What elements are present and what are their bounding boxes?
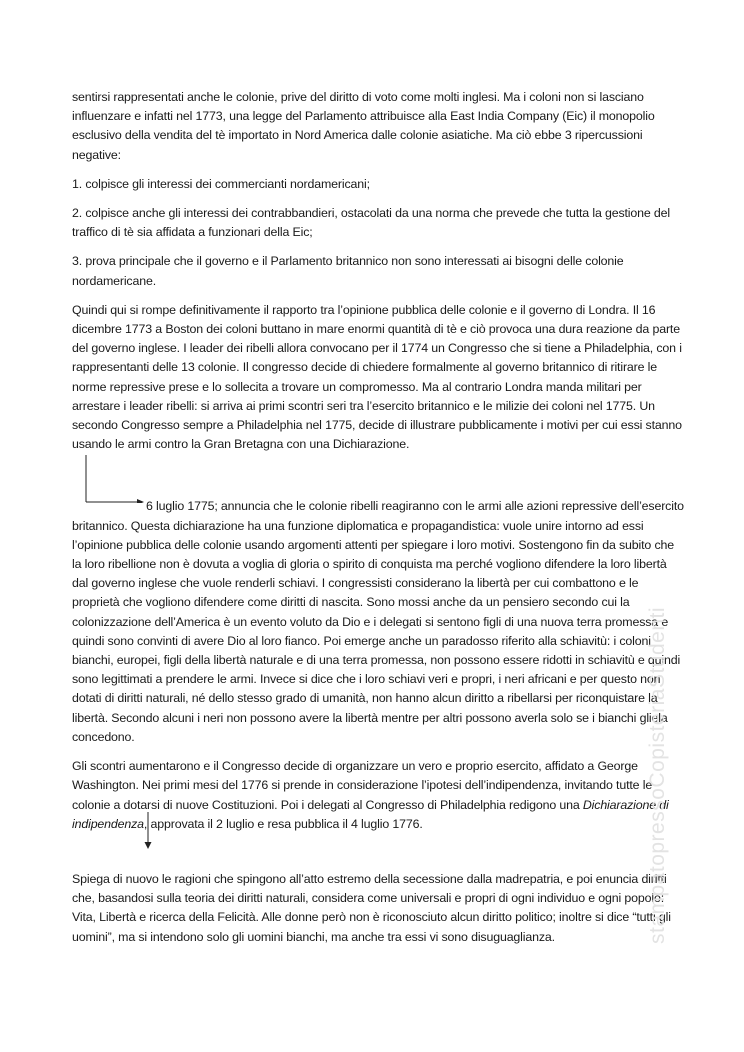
document-page <box>72 88 684 957</box>
elbow-arrow-icon <box>85 455 145 503</box>
independence-text-after: , approvata il 2 luglio e resa pubblica il 4 luglio 1776. <box>143 816 423 831</box>
paragraph-boston: Quindi qui si rompe definitivamente il rapporto tra l’opinione pubblica delle colonie e il governo di Londra. Il 16 dicembre 1773 a Boston dei coloni buttano in mare enormi quantità di tè e ciò provoca una dura reazione da parte del governo inglese. I leader dei ribelli allora convocano per il 1774 un Congresso che si tiene a Philadelphia, con i rappresentanti delle 13 colonie. Il congresso decide di chiedere formalmente al governo britannico di ritirare le norme repressive prese e lo sollecita a trovare un compromesso. Ma al contrario Londra manda militari per arrestare i leader ribelli: si arriva ai primi scontri seri tra l’esercito britannico e le milizie dei coloni nel 1775. Un secondo Congresso sempre a Philadelphia nel 1775, decide di illustrare pubblicamente i motivi per cui essi stanno usando le armi contro la Gran Bretagna con una Dichiarazione. <box>72 302 682 452</box>
down-arrow-icon <box>142 812 154 850</box>
list-item-1: 1. colpisce gli interessi dei commercianti nordamericani; <box>72 176 370 191</box>
paragraph-intro: sentirsi rappresentati anche le colonie, prive del diritto di voto come molti inglesi. Ma i coloni non si lasciano influenzare e infatti nel 1773, una legge del Parlamento attribuisce alla East India Company (Eic) il monopolio esclusivo della vendita del tè importato in Nord America dalle colonie asiatiche. Ma ciò ebbe 3 ripercussioni negative: <box>72 90 655 162</box>
paragraph-rights: Spiega di nuovo le ragioni che spingono all’atto estremo della secessione dalla madrepatria, e poi enuncia diritti che, basandosi sulla teoria dei diritti naturali, considera come universali e propri di ogni individuo e ogni popolo: Vita, Libertà e ricerca della Felicità. Alle donne però non è riconosciuto alcun diritto politico; inoltre si dice “tutti gli uomini”, ma si intendono solo gli uomini bianchi, ma anche tra essi vi sono disuguaglianza. <box>72 871 671 944</box>
independence-title: Dichiarazione di indipendenza <box>72 797 669 831</box>
list-item-2: 2. colpisce anche gli interessi dei contrabbandieri, ostacolati da una norma che prevede che tutta la gestione del traffico di tè sia affidata a funzionari della Eic; <box>72 206 670 240</box>
watermark: stampatopressoCopisteriaStudenti <box>646 606 669 944</box>
paragraph-independence <box>72 757 684 834</box>
list-item-3: 3. prova principale che il governo e il Parlamento britannico non sono interessati ai bisogni delle colonie nordamericane. <box>72 254 624 288</box>
paragraph-declaration-1775: 6 luglio 1775; annuncia che le colonie ribelli reagiranno con le armi alle azioni repressive dell’esercito britannico. Questa dichiarazione ha una funzione diplomatica e propagandistica: vuole unire intorno ad essi l’opinione pubblica delle colonie usando argomenti attenti per spiegare i loro motivi. Sostengono fin da subito che la loro ribellione non è dovuta a voglia di gloria o spirito di conquista ma perché vogliono difendere la loro libertà dal governo inglese che vuole renderli schiavi. I congressisti considerano la libertà per cui combattono e le proprietà che vogliono difendere come diritti di nascita. Sono mossi anche da un pensiero secondo cui la colonizzazione dell’America è un evento voluto da Dio e i delegati si sentono figli di una nuova terra promessa e quindi sono convinti di avere Dio al loro fianco. Poi emerge anche un paradosso riferito alla schiavitù: i coloni bianchi, europei, figli della libertà naturale e di una terra promessa, non possono essere ridotti in schiavitù e quindi sono legittimati a prendere le armi. Invece si dice che i loro schiavi veri e propri, i neri africani e per questo non dotati di diritti naturali, né dello stesso grado di umanità, non hanno alcun diritto a ribellarsi per riconquistare la libertà. Secondo alcuni i neri non possono avere la libertà mentre per altri possono averla solo se i bianchi gliela concedono. <box>72 499 684 744</box>
independence-text-before: Gli scontri aumentarono e il Congresso decide di organizzare un vero e proprio esercito, affidato a George Washington. Nei primi mesi del 1776 si prende in considerazione l’ipotesi dell’indipendenza, invitando tutte le colonie a dotarsi di nuove Costituzioni. Poi i delegati al Congresso di Philadelphia redigono una <box>72 759 653 812</box>
